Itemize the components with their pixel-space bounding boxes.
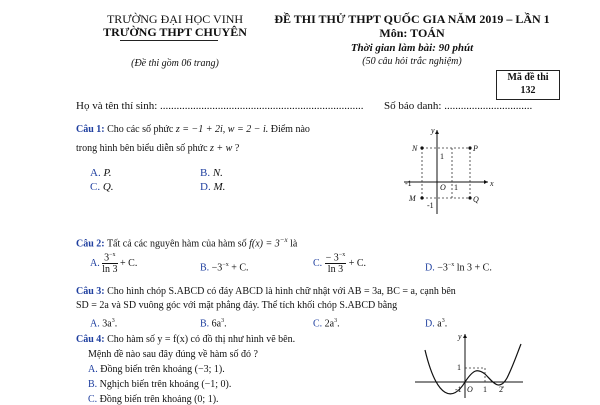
q4-option-c-value: Đồng biến trên khoảng (0; 1). (99, 394, 219, 405)
q4-function-graph (415, 330, 525, 400)
school-name: TRƯỜNG THPT CHUYÊN (103, 25, 247, 39)
q2-line1 (76, 236, 297, 249)
q4-tick-1-x: 1 (483, 385, 487, 394)
q4-text: Cho hàm số y = f(x) có đồ thị như hình vẽ bên. (107, 334, 296, 345)
q2-tail: là (290, 238, 298, 250)
q4-option-b[interactable] (88, 379, 231, 390)
q1-complex-plane-graph (400, 124, 495, 219)
q3-option-b[interactable] (200, 318, 227, 329)
student-id-label: Số báo danh: (384, 100, 442, 112)
q3-option-d-letter: D. (425, 318, 435, 330)
origin-label: O (440, 183, 446, 192)
point-m (420, 196, 423, 199)
q2-option-c-letter: C. (313, 257, 323, 269)
q2-option-b-tail: + C. (231, 262, 249, 274)
q1-option-b-value: N. (212, 167, 223, 179)
q2-option-a-den: ln 3 (102, 264, 118, 276)
q3-option-a[interactable] (90, 318, 117, 329)
tick-x-1: 1 (454, 183, 458, 192)
q2-option-c-num: − 3 (325, 252, 339, 264)
exam-subject: Môn: TOÁN (379, 26, 445, 40)
q3-line2: SD = 2a và SD vuông góc với mặt phẳng đáy. Thể tích khối chóp S.ABCD bằng (76, 300, 398, 311)
q1-text-a: Cho các số phức (107, 124, 174, 135)
questions-note: (50 câu hỏi trắc nghiệm) (362, 56, 462, 67)
tick-x-neg1: -1 (405, 179, 412, 188)
student-id-field[interactable] (384, 100, 532, 112)
q3-option-b-value: 6a (211, 318, 222, 330)
q1-option-d-letter: D. (200, 181, 211, 193)
q3-option-a-tail: . (114, 318, 118, 330)
q4-curve (425, 344, 521, 394)
q1-line2-math: z + w (210, 143, 233, 154)
student-name-label: Họ và tên thí sinh: (76, 100, 158, 112)
q2-text: Tất cả các nguyên hàm của hàm số (106, 238, 247, 250)
q3-option-c-tail: . (337, 318, 340, 330)
q1-math: z = −1 + 2i, w = 2 − i. (175, 124, 269, 135)
q2-option-b-exp: −x (222, 262, 229, 268)
q2-option-d-letter: D. (425, 262, 435, 274)
q2-option-d-value: −3 (437, 262, 448, 274)
q1-option-a-value: P. (103, 167, 112, 179)
q2-option-c[interactable] (313, 252, 366, 275)
q2-func-exp: −x (279, 236, 288, 244)
q4-tick-1: 1 (457, 363, 461, 372)
q1-line2 (76, 143, 239, 154)
q4-option-a[interactable] (88, 364, 225, 375)
header-divider (120, 40, 218, 41)
q4-y-label: y (458, 332, 462, 341)
q1-line2-text: trong hình bên biểu diễn số phức (76, 143, 208, 154)
label-q: Q (473, 195, 479, 204)
q4-option-c-letter: C. (88, 394, 98, 405)
exam-time: Thời gian làm bài: 90 phút (350, 42, 474, 54)
student-id-dots: ................................ (444, 100, 533, 112)
q2-option-c-num-exp: −x (338, 252, 346, 258)
q3-option-b-letter: B. (200, 318, 210, 330)
student-name-dots: .......................................................................... (160, 100, 364, 112)
q3-option-b-exp: 3 (221, 318, 225, 324)
q1-option-c-value: Q. (102, 181, 114, 193)
point-p (468, 146, 471, 149)
q3-option-c-letter: C. (313, 318, 323, 330)
label-m: M (409, 194, 416, 203)
y-axis-label: y (431, 126, 435, 135)
pages-note: (Đề thi gồm 06 trang) (131, 58, 219, 69)
q2-option-a-tail: + C. (120, 257, 138, 269)
q3-label: Câu 3: (76, 286, 105, 297)
q2-option-c-fraction (325, 252, 347, 275)
q3-option-d-value: a (437, 318, 442, 330)
q4-option-a-letter: A. (88, 364, 98, 375)
q3-option-c-value: 2a (324, 318, 335, 330)
q2-option-b-value: −3 (211, 262, 223, 274)
q3-option-c-exp: 3 (334, 318, 338, 324)
q1-option-d-value: M. (213, 181, 226, 193)
exam-title: ĐỀ THI THỬ THPT QUỐC GIA NĂM 2019 – LẦN 1 (274, 12, 550, 26)
q2-option-d-tail: ln 3 + C. (456, 262, 492, 274)
university-name: TRƯỜNG ĐẠI HỌC VINH (106, 12, 244, 26)
exam-code-box (496, 70, 560, 100)
q2-option-d[interactable] (425, 262, 492, 273)
q2-option-a-fraction (102, 252, 117, 275)
q2-option-c-den: ln 3 (327, 264, 344, 276)
x-axis-arrow-icon (484, 180, 488, 184)
q4-tick-neg1: -1 (455, 385, 462, 394)
q4-tick-2: 2 (499, 385, 503, 394)
q1-text-b: Điểm nào (270, 124, 310, 135)
point-q (468, 196, 471, 199)
q3-text-line1: Cho hình chóp S.ABCD có đáy ABCD là hình chữ nhật với AB = 3a, BC = a, cạnh bên (107, 286, 456, 297)
x-axis-label: x (490, 179, 494, 188)
q4-origin: O (467, 385, 473, 394)
q1-option-c[interactable] (90, 181, 114, 193)
q4-option-a-value: Đồng biến trên khoảng (−3; 1). (100, 364, 225, 375)
q4-line2: Mệnh đề nào sau đây đúng về hàm số đó ? (88, 349, 258, 360)
label-p: P (473, 144, 478, 153)
q3-option-d-exp: 3 (441, 318, 445, 324)
q3-option-a-letter: A. (90, 318, 100, 330)
q1-option-b-letter: B. (200, 167, 211, 179)
q4-option-b-value: Nghịch biến trên khoảng (−1; 0). (99, 379, 232, 390)
q2-option-a-num: 3 (104, 252, 110, 264)
q1-option-c-letter: C. (90, 181, 101, 193)
q3-option-c[interactable] (313, 318, 340, 329)
q4-label: Câu 4: (76, 334, 105, 345)
q3-option-d[interactable] (425, 318, 447, 329)
point-n (420, 146, 423, 149)
exam-code-label: Mã đề thi (507, 72, 549, 83)
q3-option-b-tail: . (224, 318, 227, 330)
q2-option-d-exp: −x (447, 262, 455, 268)
q4-y-axis-arrow-icon (463, 334, 467, 338)
q1-option-a[interactable] (90, 167, 112, 179)
exam-code-value: 132 (520, 85, 536, 96)
q3-line1 (76, 286, 456, 297)
q1-label: Câu 1: (76, 124, 105, 135)
q1-line1 (76, 124, 310, 135)
q4-line1 (76, 334, 295, 345)
q3-option-d-tail: . (444, 318, 448, 330)
tick-y-neg1: -1 (427, 201, 434, 210)
q2-option-c-tail: + C. (348, 257, 367, 269)
q2-option-b[interactable] (200, 262, 249, 273)
q1-option-d[interactable] (200, 181, 225, 193)
q2-option-a-letter: A. (90, 257, 100, 269)
student-name-field[interactable] (76, 100, 364, 112)
q2-option-b-letter: B. (200, 262, 210, 274)
q1-option-a-letter: A. (90, 167, 101, 179)
q1-option-b[interactable] (200, 167, 223, 179)
q3-option-a-exp: 3 (111, 318, 115, 324)
q1-line2-end: ? (234, 143, 240, 154)
y-axis-arrow-icon (435, 130, 439, 134)
tick-y-1: 1 (440, 152, 444, 161)
q4-option-b-letter: B. (88, 379, 98, 390)
label-n: N (412, 144, 418, 153)
q2-label: Câu 2: (76, 238, 105, 250)
q3-option-a-value: 3a (102, 318, 112, 330)
q2-func: f(x) = 3 (249, 238, 280, 250)
q2-option-a[interactable] (90, 252, 137, 275)
q2-option-a-num-exp: −x (109, 252, 116, 258)
